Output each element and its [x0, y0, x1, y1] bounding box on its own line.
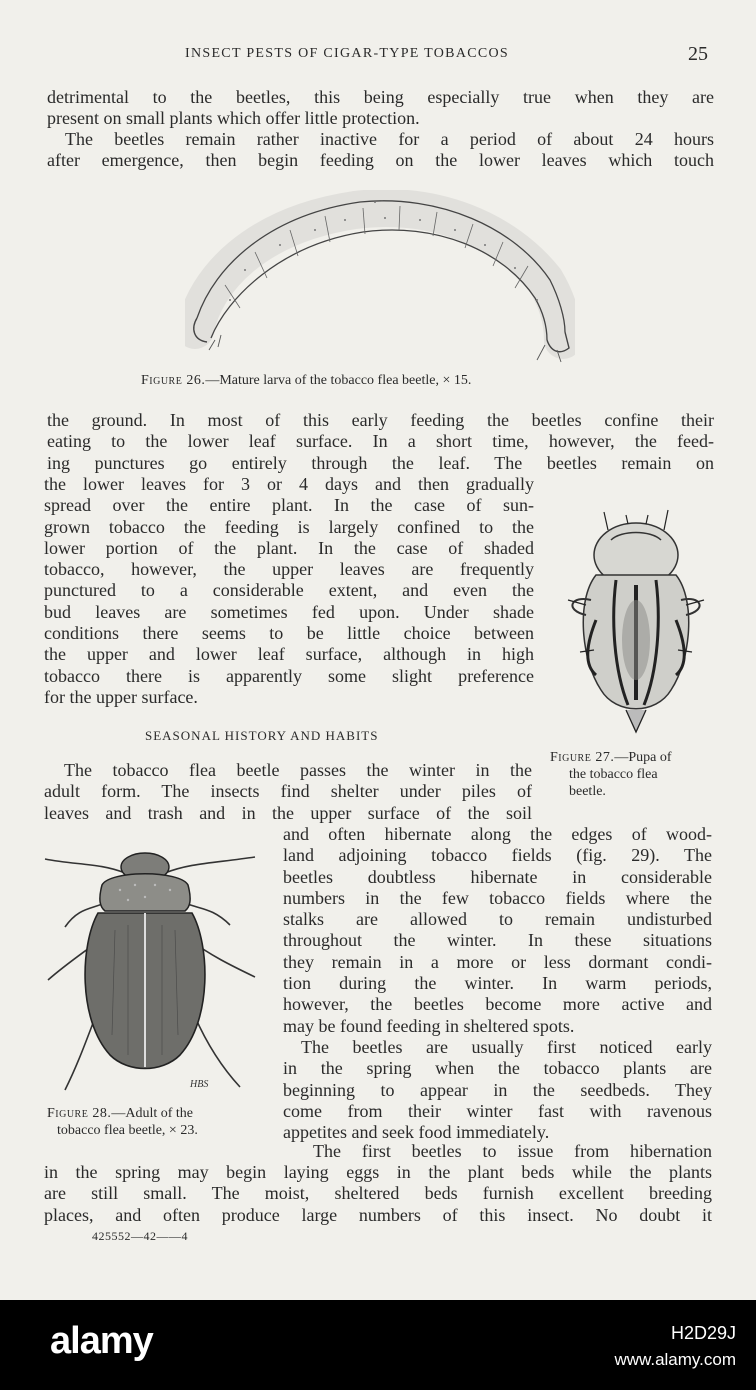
figure-label: Figure 27. [550, 750, 615, 765]
figure-27-caption [550, 749, 720, 800]
caption-text: —Pupa of [614, 750, 672, 765]
figure-label: Figure 28. [47, 1106, 112, 1121]
text-line: leaves and trash and in the upper surface of the soil [44, 802, 532, 823]
text-line: ing punctures go entirely through the leaf. The beetles remain on [47, 452, 714, 473]
paragraph-2 [47, 129, 714, 172]
caption-text: the tobacco flea [569, 767, 658, 782]
paragraph-4-top [44, 760, 532, 824]
text-line: beetles doubtless hibernate in considerable [283, 866, 712, 887]
figure-label: Figure 26. [141, 373, 206, 388]
text-line: may be found feeding in sheltered spots. [283, 1015, 575, 1036]
paragraph-5 [283, 1037, 712, 1143]
figure-28-caption [47, 1105, 272, 1139]
paragraph-3-full [47, 410, 714, 474]
paragraph-6 [44, 1162, 712, 1226]
text-line: come from their winter fast with ravenous [283, 1100, 712, 1121]
text-line: and often hibernate along the edges of wood- [283, 824, 712, 844]
text-line: however, the beetles become more active and [283, 994, 712, 1015]
paragraph-1 [47, 87, 714, 130]
text-line: beginning to appear in the seedbeds. They [283, 1079, 712, 1100]
text-line: tion during the winter. In warm periods, [283, 973, 712, 994]
text-line: throughout the winter. In these situations [283, 930, 712, 951]
text-line: are still small. The moist, sheltered beds furnish excellent breeding [44, 1183, 712, 1204]
alamy-logo: alamy [50, 1320, 153, 1362]
text-line: the upper and lower leaf surface, although in high [44, 644, 534, 665]
site-url: www.alamy.com [614, 1350, 736, 1369]
text-line: after emergence, then begin feeding on the lower leaves which touch [47, 150, 714, 171]
larva-illustration [185, 190, 575, 365]
artist-signature: HBS [190, 1079, 209, 1090]
running-head: INSECT PESTS OF CIGAR-TYPE TOBACCOS [185, 46, 510, 61]
text-line: stalks are allowed to remain undisturbed [283, 909, 712, 930]
text-line: land adjoining tobacco fields (fig. 29). The [283, 845, 712, 866]
text-line: punctured to a considerable extent, and even the [44, 580, 534, 601]
text-line: in the spring may begin laying eggs in the plant beds while the plants [44, 1162, 712, 1182]
text-line: tobacco there is apparently some slight preference [44, 665, 534, 686]
image-id: H2D29J [670, 1323, 736, 1343]
text-line: bud leaves are sometimes fed upon. Under shade [44, 601, 534, 622]
paragraph-6-first-line [313, 1141, 712, 1162]
text-line: the lower leaves for 3 or 4 days and then gradually [44, 474, 534, 494]
figure-26-caption [141, 372, 471, 389]
caption-text: —Mature larva of the tobacco flea beetle, × 15. [205, 373, 472, 388]
text-line: The first beetles to issue from hibernation [313, 1141, 712, 1161]
caption-text: beetle. [569, 784, 606, 799]
text-line: appetites and seek food immediately. [283, 1122, 550, 1143]
text-line: The beetles are usually first noticed early [301, 1037, 712, 1057]
text-line: The tobacco flea beetle passes the winter in the [64, 760, 532, 780]
text-line: lower portion of the plant. In the case of shaded [44, 537, 534, 558]
text-line: The beetles remain rather inactive for a period of about 24 hours [65, 129, 714, 149]
text-line: the ground. In most of this early feeding the beetles confine their [47, 410, 714, 430]
text-line: adult form. The insects find shelter under piles of [44, 781, 532, 802]
text-line: spread over the entire plant. In the case of sun- [44, 495, 534, 516]
text-line: in the spring when the tobacco plants are [283, 1058, 712, 1079]
text-line: present on small plants which offer little protection. [47, 108, 420, 129]
caption-text: —Adult of the [111, 1106, 193, 1121]
text-line: detrimental to the beetles, this being especially true when they are [47, 87, 714, 107]
paragraph-3-narrow [44, 474, 534, 708]
adult-beetle-illustration [40, 845, 265, 1095]
text-line: grown tobacco the feeding is largely confined to the [44, 516, 534, 537]
text-line: places, and often produce large numbers of this insect. No doubt it [44, 1204, 712, 1225]
caption-text: tobacco flea beetle, × 23. [57, 1123, 198, 1138]
text-line: tobacco, however, the upper leaves are frequently [44, 559, 534, 580]
text-line: numbers in the few tobacco fields where the [283, 887, 712, 908]
section-heading: SEASONAL HISTORY AND HABITS [145, 728, 379, 743]
text-line: eating to the lower leaf surface. In a short time, however, the feed- [47, 431, 714, 452]
text-line: they remain in a more or less dormant condi- [283, 951, 712, 972]
text-line: for the upper surface. [44, 686, 198, 707]
print-code: 425552—42——4 [92, 1229, 188, 1243]
page-number: 25 [688, 43, 708, 65]
paragraph-4-right [283, 824, 712, 1037]
pupa-illustration [556, 500, 714, 740]
text-line: conditions there seems to be little choice between [44, 623, 534, 644]
page-header [0, 43, 756, 67]
